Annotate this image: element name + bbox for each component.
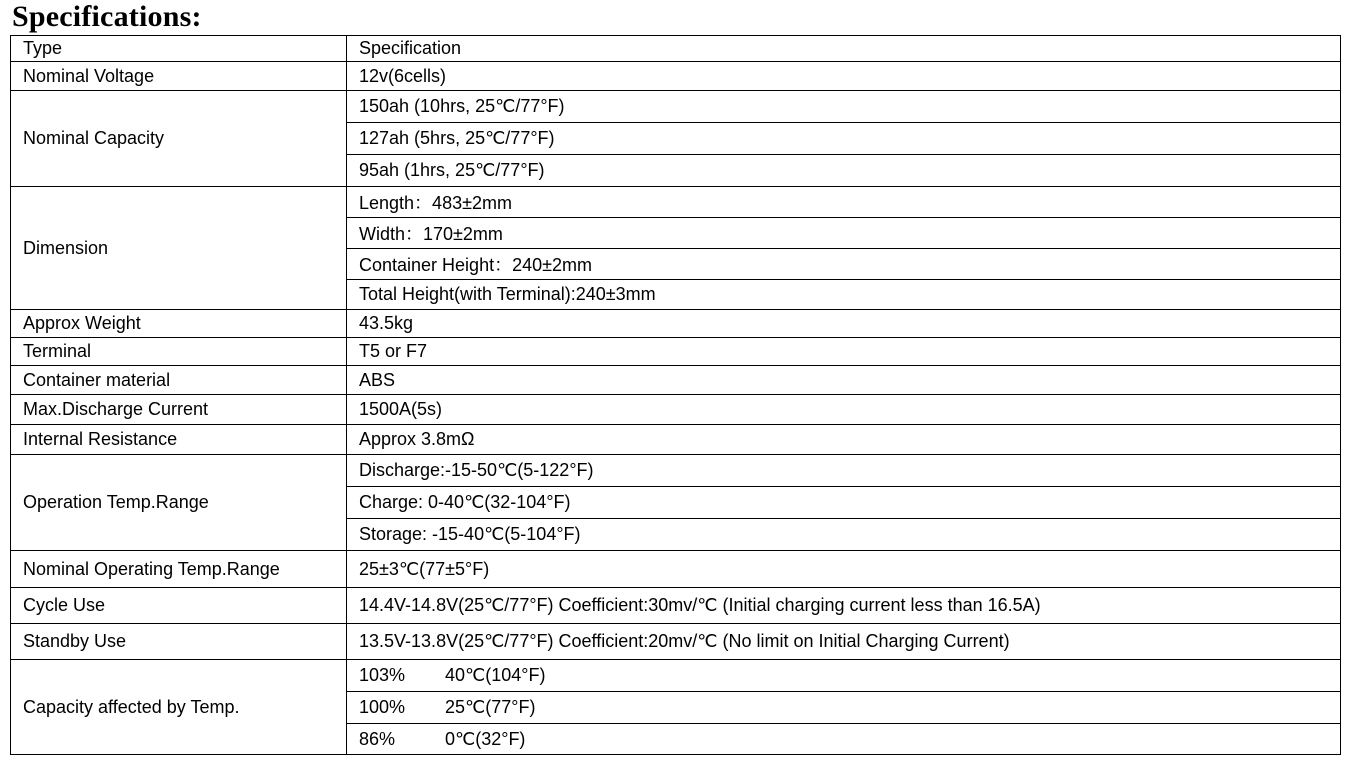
row-label: Standby Use (11, 624, 347, 660)
header-type: Type (11, 36, 347, 62)
row-value: T5 or F7 (347, 338, 1341, 366)
row-value: Container Height：240±2mm (347, 249, 1341, 280)
row-value: 12v(6cells) (347, 62, 1341, 91)
capacity-temp: 25℃(77°F) (445, 697, 536, 717)
table-row (11, 425, 1341, 455)
table-row (11, 660, 1341, 692)
capacity-temp: 40℃(104°F) (445, 665, 546, 685)
row-label: Internal Resistance (11, 425, 347, 455)
row-label: Operation Temp.Range (11, 455, 347, 551)
table-row (11, 366, 1341, 395)
table-row (11, 338, 1341, 366)
row-label: Nominal Voltage (11, 62, 347, 91)
row-value: Charge: 0-40℃(32-104°F) (347, 487, 1341, 519)
row-value: 95ah (1hrs, 25℃/77°F) (347, 155, 1341, 187)
capacity-percent: 103% (359, 665, 406, 685)
row-value: Storage: -15-40℃(5-104°F) (347, 519, 1341, 551)
table-row (11, 588, 1341, 624)
row-value: Length：483±2mm (347, 187, 1341, 218)
capacity-percent: 100% (359, 697, 406, 717)
row-value: Width：170±2mm (347, 218, 1341, 249)
row-value: 13.5V-13.8V(25℃/77°F) Coefficient:20mv/℃ (No limit on Initial Charging Current) (347, 624, 1341, 660)
page-title: Specifications: (12, 0, 202, 33)
row-value: 127ah (5hrs, 25℃/77°F) (347, 123, 1341, 155)
capacity-temp: 0℃(32°F) (445, 728, 526, 749)
row-value: 25±3℃(77±5°F) (347, 551, 1341, 588)
row-label: Capacity affected by Temp. (11, 660, 347, 755)
table-row (11, 62, 1341, 91)
row-value: 1500A(5s) (347, 395, 1341, 425)
row-value (347, 724, 1341, 755)
capacity-percent: 86% (359, 728, 396, 749)
table-row (11, 187, 1341, 218)
specifications-table (10, 35, 1341, 755)
header-specification: Specification (347, 36, 1341, 62)
row-value (347, 692, 1341, 724)
row-label: Terminal (11, 338, 347, 366)
row-label: Dimension (11, 187, 347, 310)
row-label: Nominal Operating Temp.Range (11, 551, 347, 588)
row-label: Cycle Use (11, 588, 347, 624)
row-value: 43.5kg (347, 310, 1341, 338)
row-label: Max.Discharge Current (11, 395, 347, 425)
table-row (11, 310, 1341, 338)
table-row (11, 455, 1341, 487)
row-value: 14.4V-14.8V(25℃/77°F) Coefficient:30mv/℃ (Initial charging current less than 16.5A) (347, 588, 1341, 624)
table-header-row (11, 36, 1341, 62)
row-label: Approx Weight (11, 310, 347, 338)
row-value (347, 660, 1341, 692)
row-label: Nominal Capacity (11, 91, 347, 187)
table-row (11, 395, 1341, 425)
row-value: Discharge:-15-50℃(5-122°F) (347, 455, 1341, 487)
table-row (11, 91, 1341, 123)
row-label: Container material (11, 366, 347, 395)
row-value: Approx 3.8mΩ (347, 425, 1341, 455)
row-value: 150ah (10hrs, 25℃/77°F) (347, 91, 1341, 123)
row-value: Total Height(with Terminal):240±3mm (347, 280, 1341, 310)
row-value: ABS (347, 366, 1341, 395)
table-row (11, 624, 1341, 660)
table-row (11, 551, 1341, 588)
